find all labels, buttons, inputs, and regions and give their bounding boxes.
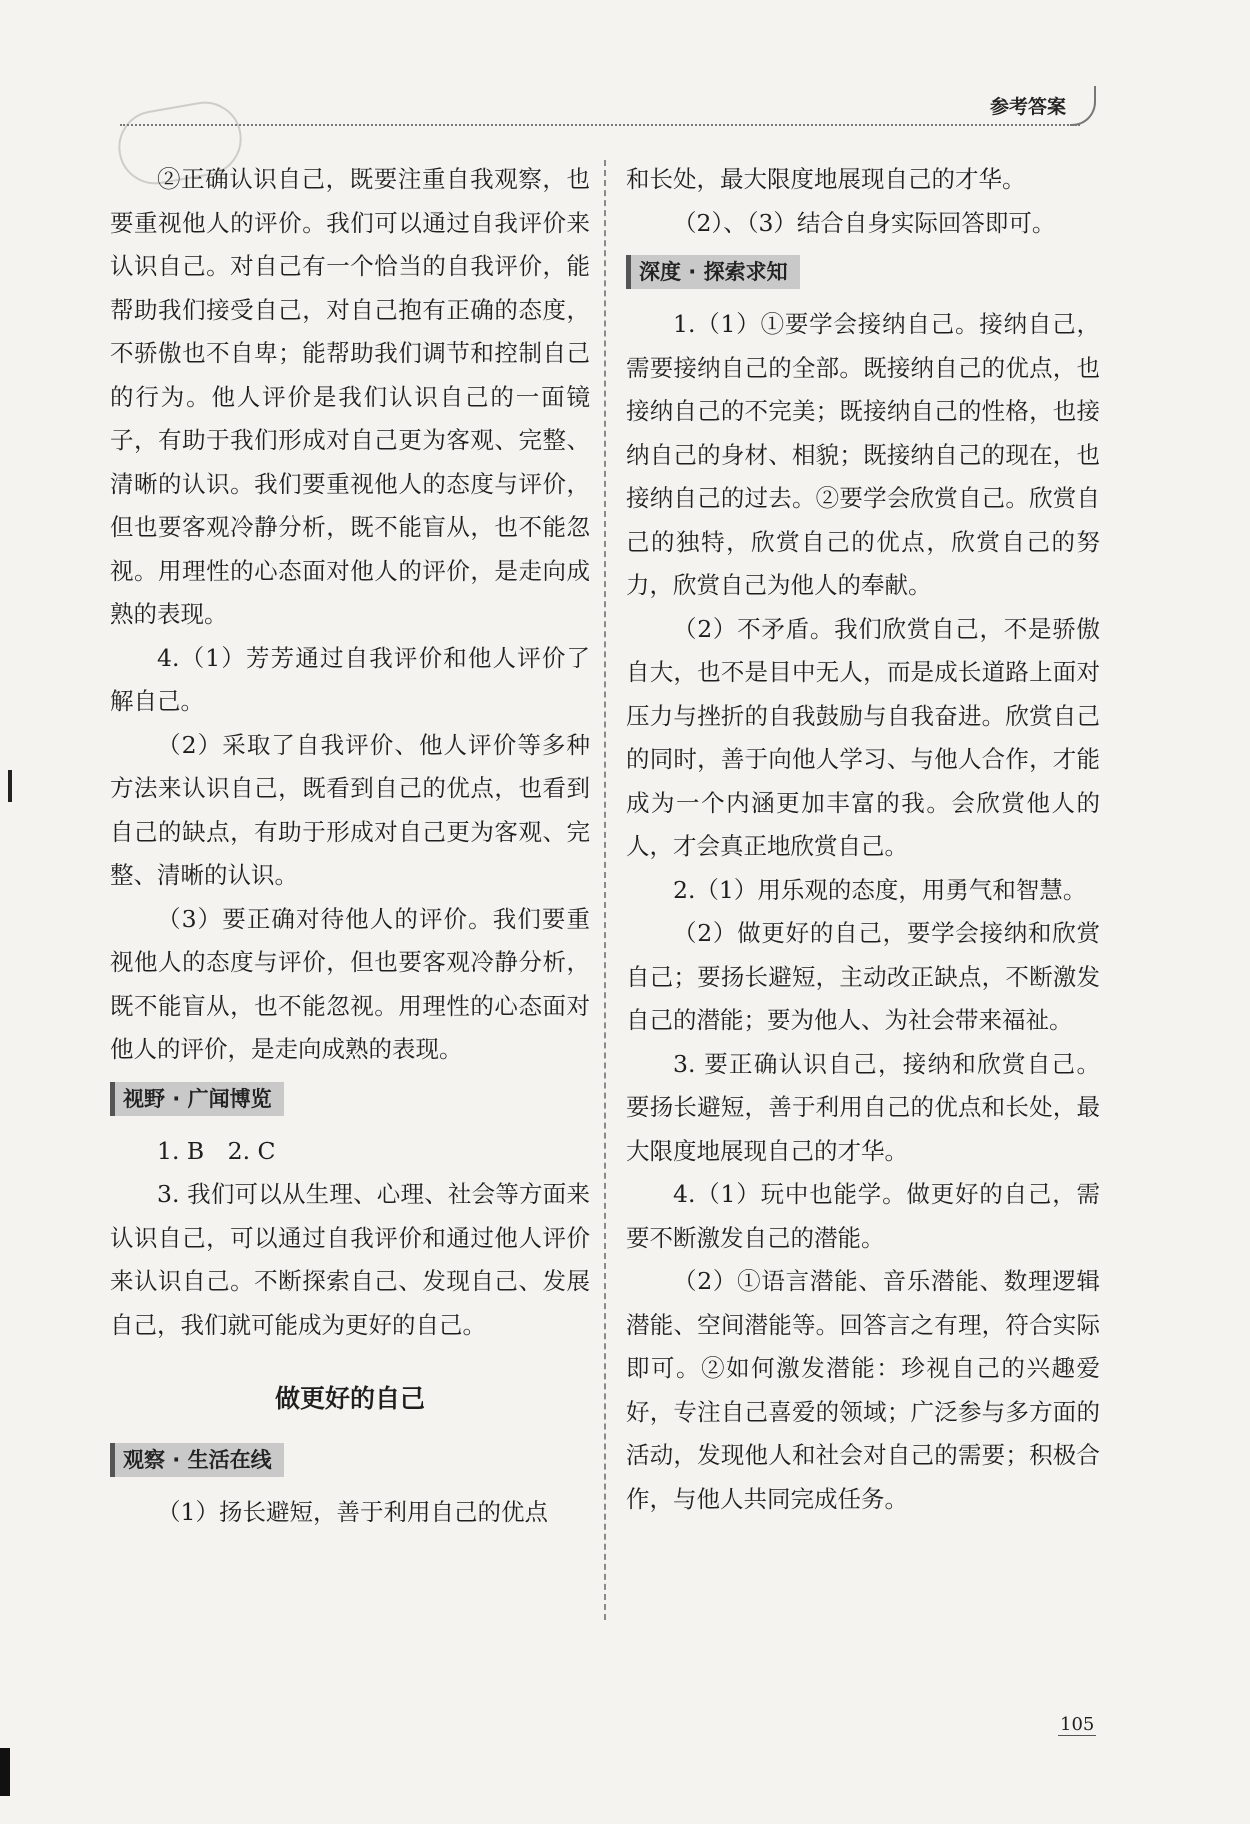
paragraph: 1.（1）①要学会接纳自己。接纳自己，需要接纳自己的全部。既接纳自己的优点，也接纳自己的不完美；既接纳自己的性格，也接纳自己的身材、相貌；既接纳自己的现在，也接纳自己的过去。②要学会欣赏自己。欣赏自己的独特，欣赏自己的优点，欣赏自己的努力，欣赏自己为他人的奉献。	[626, 310, 1100, 599]
section-header: 观察 · 生活在线	[110, 1443, 284, 1477]
paragraph: ②正确认识自己，既要注重自我观察，也要重视他人的评价。我们可以通过自我评价来认识自己。对自己有一个恰当的自我评价，能帮助我们接受自己，对自己抱有正确的态度，不骄傲也不自卑；能帮助我们调节和控制自己的行为。他人评价是我们认识自己的一面镜子，有助于我们形成对自己更为客观、完整、清晰的认识。我们要重视他人的态度与评价，但也要客观冷静分析，既不能盲从，也不能忽视。用理性的心态面对他人的评价，是走向成熟的表现。	[110, 165, 590, 628]
paragraph: （2）采取了自我评价、他人评价等多种方法来认识自己，既看到自己的优点，也看到自己的缺点，有助于形成对自己更为客观、完整、清晰的认识。	[110, 730, 590, 889]
paragraph: （2）①语言潜能、音乐潜能、数理逻辑潜能、空间潜能等。回答言之有理，符合实际即可。②如何激发潜能：珍视自己的兴趣爱好，专注自己喜爱的领域；广泛参与多方面的活动，发现他人和社会对自己的需要；积极合作，与他人共同完成任务。	[626, 1267, 1100, 1513]
margin-mark	[8, 770, 12, 802]
paragraph: 2.（1）用乐观的态度，用勇气和智慧。	[673, 875, 1087, 904]
paragraph: 和长处，最大限度地展现自己的才华。	[626, 165, 1026, 193]
right-column	[626, 158, 1100, 1521]
paragraph: 4.（1）芳芳通过自我评价和他人评价了解自己。	[110, 643, 590, 715]
paragraph: （1）扬长避短，善于利用自己的优点	[157, 1497, 548, 1526]
left-column	[110, 158, 590, 1534]
column-divider	[604, 160, 606, 1620]
header-rule	[120, 124, 1080, 126]
corner-mark	[0, 1748, 10, 1796]
paragraph: （3）要正确对待他人的评价。我们要重视他人的态度与评价，但也要客观冷静分析，既不能盲从，也不能忽视。用理性的心态面对他人的评价，是走向成熟的表现。	[110, 904, 590, 1063]
paragraph: 4.（1）玩中也能学。做更好的自己，需要不断激发自己的潜能。	[626, 1180, 1100, 1252]
paragraph: 3. 要正确认识自己，接纳和欣赏自己。要扬长避短，善于利用自己的优点和长处，最大限度地展现自己的才华。	[626, 1049, 1100, 1165]
paragraph: （2）做更好的自己，要学会接纳和欣赏自己；要扬长避短，主动改正缺点，不断激发自己的潜能；要为他人、为社会带来福祉。	[626, 919, 1100, 1034]
paragraph: （2）不矛盾。我们欣赏自己，不是骄傲自大，也不是目中无人，而是成长道路上面对压力与挫折的自我鼓励与自我奋进。欣赏自己的同时，善于向他人学习、与他人合作，才能成为一个内涵更加丰富的我。会欣赏他人的人，才会真正地欣赏自己。	[626, 614, 1100, 860]
header-label: 参考答案	[990, 96, 1067, 118]
paragraph: （2）、（3）结合自身实际回答即可。	[673, 208, 1056, 237]
subsection-title: 做更好的自己	[274, 1384, 425, 1413]
section-header: 深度 · 探索求知	[626, 255, 800, 289]
header-ornament	[1070, 86, 1096, 126]
paragraph: 3. 我们可以从生理、心理、社会等方面来认识自己，可以通过自我评价和通过他人评价来认识自己。不断探索自己、发现自己、发展自己，我们就可能成为更好的自己。	[110, 1180, 590, 1339]
page-number: 105	[1060, 1714, 1095, 1735]
paragraph: 1. B 2. C	[157, 1136, 276, 1165]
section-header: 视野 · 广闻博览	[110, 1082, 284, 1116]
